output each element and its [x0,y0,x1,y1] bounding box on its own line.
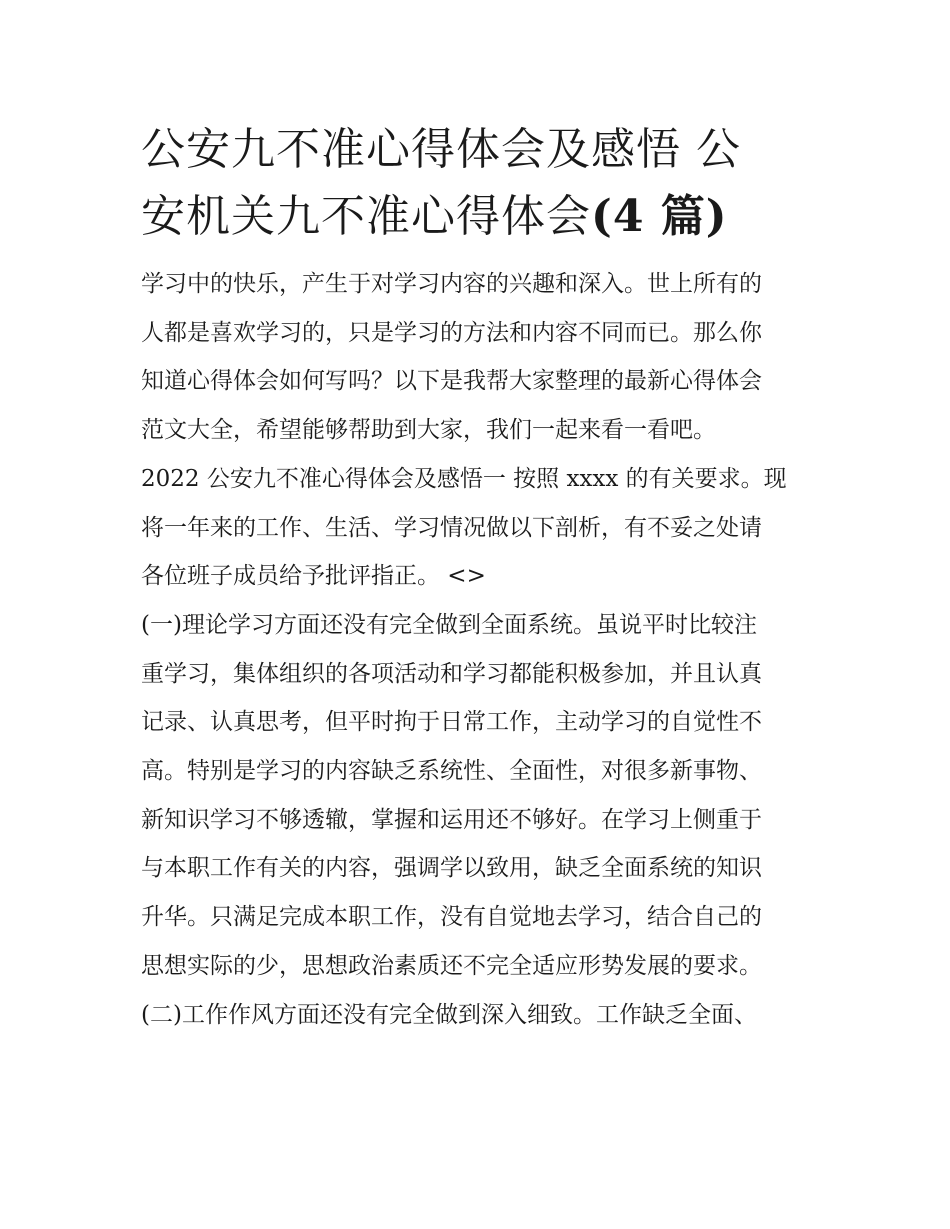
paragraph-line: 将一年来的工作、生活、学习情况做以下剖析，有不妥之处请 [141,514,762,541]
paragraph-line: (二)工作作风方面还没有完全做到深入细致。工作缺乏全面、 [141,1001,757,1028]
paragraph-line: 与本职工作有关的内容，强调学以致用，缺乏全面系统的知识 [141,855,762,882]
title-line-2 [141,183,813,250]
paragraph-line: 学习中的快乐，产生于对学习内容的兴趣和深入。世上所有的 [141,271,762,297]
title-line-2-count: (4 篇) [591,191,728,242]
paragraph-line: 知道心得体会如何写吗？以下是我帮大家整理的最新心得体会 [141,368,762,395]
paragraph-theory-study [141,601,813,991]
paragraph-intro [141,260,813,455]
document-title [141,116,813,250]
paragraph-line: 升华。只满足完成本职工作，没有自觉地去学习，结合自己的 [141,904,762,931]
paragraph-line: 新知识学习不够透辙，掌握和运用还不够好。在学习上侧重于 [141,806,762,833]
paragraph-work-style [141,991,813,1040]
paragraph-line: (一)理论学习方面还没有完全做到全面系统。虽说平时比较注 [141,611,757,638]
title-line-1: 公安九不准心得体会及感悟 公 [141,124,741,175]
paragraph-line: 范文大全，希望能够帮助到大家，我们一起来看一看吧。 [141,417,716,444]
paragraph-line: 各位班子成员给予批评指正。 <> [141,563,486,590]
paragraph-section-one [141,455,813,601]
paragraph-line: 记录、认真思考，但平时拘于日常工作，主动学习的自觉性不 [141,709,762,736]
paragraph-line: 思想实际的少，思想政治素质还不完全适应形势发展的要求。 [141,952,762,979]
document-body [141,116,813,1039]
paragraph-line: 重学习，集体组织的各项活动和学习都能积极参加，并且认真 [141,660,762,687]
title-line-2-text: 安机关九不准心得体会 [141,191,591,242]
paragraph-line: 人都是喜欢学习的，只是学习的方法和内容不同而已。那么你 [141,319,762,346]
paragraph-line: 高。特别是学习的内容缺乏系统性、全面性，对很多新事物、 [141,758,762,785]
paragraph-line: 2022 公安九不准心得体会及感悟一 按照 xxxx 的有关要求。现 [141,465,787,492]
